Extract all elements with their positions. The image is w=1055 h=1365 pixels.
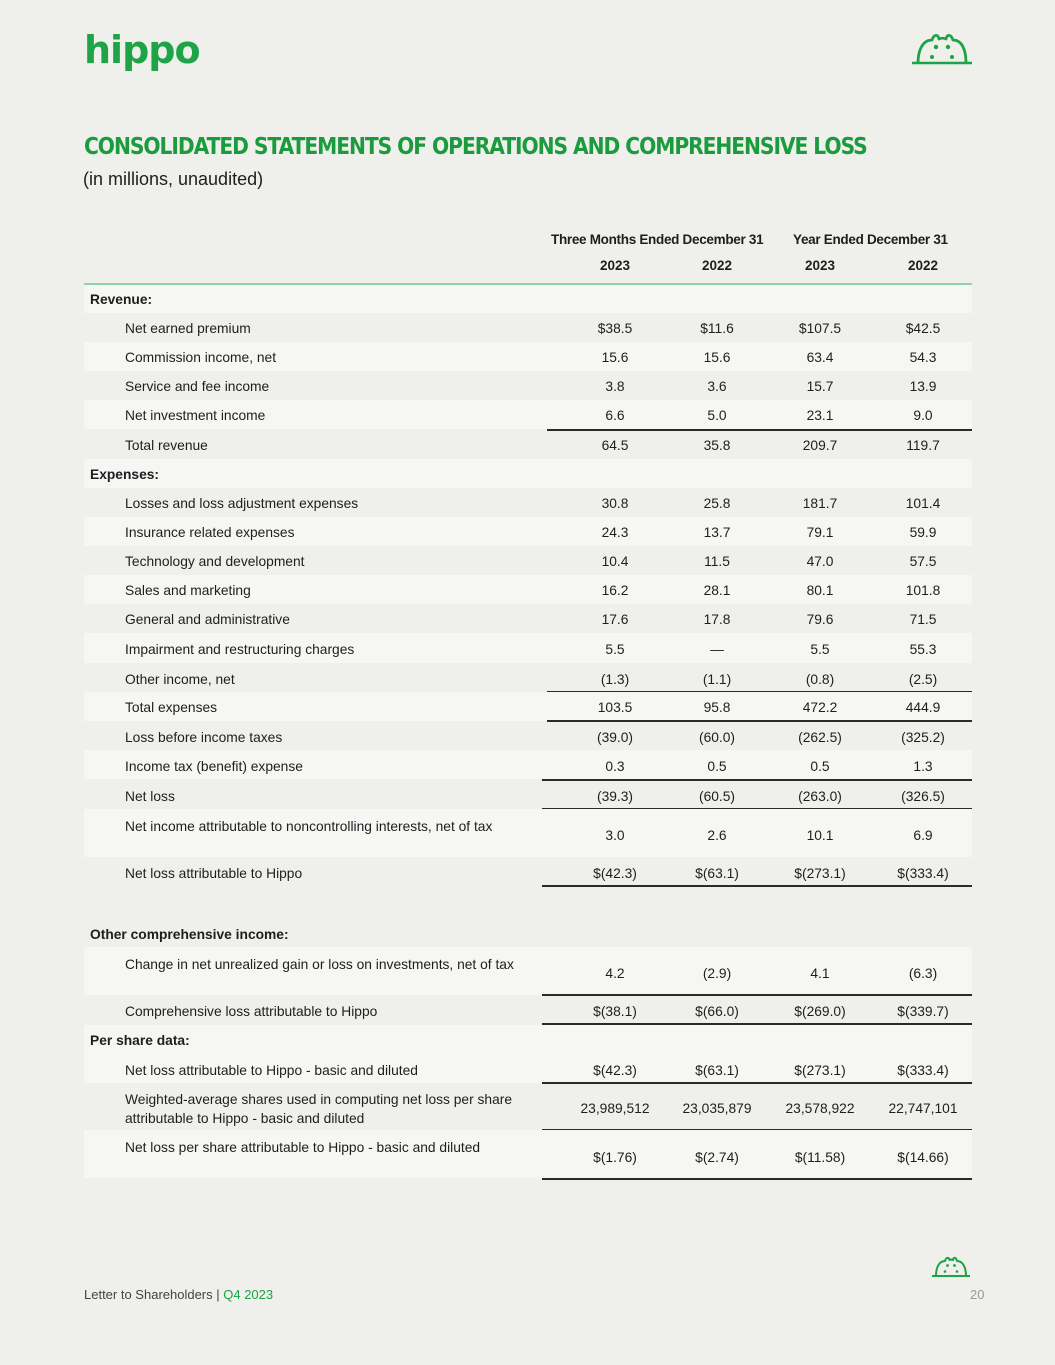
section-label: Expenses:	[90, 467, 160, 482]
cell-value: 3.6	[707, 379, 727, 394]
underline	[542, 885, 972, 887]
cell-value: $(1.76)	[593, 1150, 637, 1165]
cell-value: (60.0)	[698, 730, 736, 745]
underline	[542, 1178, 972, 1180]
table-row	[84, 750, 972, 779]
cell-value: $(333.4)	[897, 1063, 949, 1078]
cell-value: 59.9	[909, 525, 937, 540]
cell-value: 25.8	[703, 496, 731, 511]
table-row	[84, 692, 972, 721]
cell-value: 15.6	[703, 350, 731, 365]
table-row	[84, 633, 972, 663]
cell-value: (39.0)	[596, 730, 634, 745]
row-label: Total revenue	[125, 438, 208, 453]
cell-value: 2.6	[707, 828, 727, 843]
cell-value: 55.3	[909, 642, 937, 657]
cell-value: 13.9	[909, 379, 937, 394]
table-row	[84, 857, 972, 886]
row-label: Net loss attributable to Hippo	[125, 866, 303, 881]
cell-value: 0.5	[707, 759, 727, 774]
cell-value: 15.7	[806, 379, 834, 394]
row-label: Sales and marketing	[125, 583, 251, 598]
cell-value: 23,989,512	[580, 1101, 650, 1116]
cell-value: 1.3	[913, 759, 933, 774]
cell-value: 79.6	[806, 612, 834, 627]
row-label: General and administrative	[125, 612, 290, 627]
cell-value: 15.6	[601, 350, 629, 365]
row-label: Net loss per share attributable to Hippo - basic and diluted	[125, 1140, 481, 1155]
cell-value: 101.4	[905, 496, 941, 511]
table-row	[84, 371, 972, 400]
row-label: Change in net unrealized gain or loss on investments, net of tax	[125, 957, 514, 972]
cell-value: $(11.58)	[794, 1150, 846, 1165]
row-label: Commission income, net	[125, 350, 277, 365]
footer	[84, 1287, 273, 1302]
cell-value: 6.9	[913, 828, 933, 843]
cell-value: $(273.1)	[794, 866, 846, 881]
cell-value: 23.1	[806, 408, 834, 423]
header-year: 2022	[907, 258, 939, 273]
cell-value: $(66.0)	[695, 1004, 739, 1019]
cell-value: 444.9	[905, 700, 941, 715]
cell-value: 47.0	[806, 554, 834, 569]
cell-value: 64.5	[601, 438, 629, 453]
cell-value: 4.1	[810, 966, 830, 981]
table-row	[84, 1083, 972, 1130]
table-row	[84, 809, 972, 857]
section-row	[84, 285, 972, 313]
cell-value: 24.3	[601, 525, 629, 540]
row-label: Insurance related expenses	[125, 525, 295, 540]
cell-value: $11.6	[700, 321, 734, 336]
section-row	[84, 459, 972, 488]
row-label: Impairment and restructuring charges	[125, 642, 355, 657]
cell-value: (39.3)	[596, 789, 634, 804]
section-row	[84, 1025, 972, 1054]
row-label: Income tax (benefit) expense	[125, 759, 303, 774]
cell-value: (325.2)	[901, 730, 945, 745]
table-row	[84, 546, 972, 575]
table-row	[84, 400, 972, 429]
cell-value: 6.6	[605, 408, 625, 423]
cell-value: $(273.1)	[794, 1063, 846, 1078]
cell-value: 3.8	[605, 379, 625, 394]
cell-value: 79.1	[806, 525, 834, 540]
table-row	[84, 488, 972, 517]
table-row	[84, 663, 972, 692]
hippo-logo: hippo	[84, 28, 200, 72]
page-subtitle: (in millions, unaudited)	[83, 169, 264, 189]
row-label: Total expenses	[125, 700, 218, 715]
cell-value: 16.2	[601, 583, 629, 598]
cell-value: 63.4	[806, 350, 834, 365]
page-title: CONSOLIDATED STATEMENTS OF OPERATIONS AND COMPREHENSIVE LOSS	[84, 134, 867, 160]
cell-value: 119.7	[906, 438, 940, 453]
cell-value: 10.4	[601, 554, 629, 569]
cell-value: 30.8	[601, 496, 629, 511]
cell-value: $(269.0)	[794, 1004, 846, 1019]
cell-value: $38.5	[597, 321, 633, 336]
cell-value: (60.5)	[698, 789, 736, 804]
cell-value: $(42.3)	[593, 866, 637, 881]
cell-value: 5.5	[810, 642, 830, 657]
cell-value: $(63.1)	[695, 1063, 739, 1078]
table-row	[84, 342, 972, 371]
table-row	[84, 517, 972, 546]
table-row	[84, 430, 972, 459]
cell-value: $107.5	[798, 321, 842, 336]
row-label: Net investment income	[125, 408, 266, 423]
cell-value: 28.1	[703, 583, 731, 598]
footer-text: Letter to Shareholders |	[84, 1287, 220, 1302]
header-three-months: Three Months Ended December 31	[551, 232, 764, 247]
row-label: Loss before income taxes	[125, 730, 283, 745]
row-label: Service and fee income	[125, 379, 270, 394]
cell-value: 35.8	[703, 438, 731, 453]
cell-value: 101.8	[905, 583, 941, 598]
cell-value: 5.5	[605, 642, 625, 657]
table-row	[84, 1130, 972, 1178]
cell-value: (2.9)	[702, 966, 732, 981]
cell-value: 472.2	[802, 700, 838, 715]
cell-value: 5.0	[707, 408, 727, 423]
cell-value: (1.3)	[600, 672, 630, 687]
row-label: Losses and loss adjustment expenses	[125, 496, 359, 511]
cell-value: (2.5)	[908, 672, 938, 687]
cell-value: 22,747,101	[888, 1101, 958, 1116]
header-year: 2023	[599, 258, 631, 273]
header-year: 2022	[701, 258, 733, 273]
cell-value: 95.8	[703, 700, 731, 715]
cell-value: 3.0	[605, 828, 625, 843]
table-row	[84, 780, 972, 809]
cell-value: 54.3	[909, 350, 937, 365]
row-label: Comprehensive loss attributable to Hippo	[125, 1004, 378, 1019]
table-row	[84, 1054, 972, 1083]
row-label: Other income, net	[125, 672, 235, 687]
cell-value: $42.5	[905, 321, 941, 336]
hippo-mascot-icon	[908, 30, 976, 66]
cell-value: (0.8)	[805, 672, 835, 687]
cell-value: 80.1	[806, 583, 834, 598]
cell-value: 9.0	[913, 408, 933, 423]
header-year-ended: Year Ended December 31	[793, 232, 948, 247]
cell-value: $(333.4)	[897, 866, 949, 881]
section-label: Revenue:	[90, 292, 153, 307]
cell-value: 23,035,879	[682, 1101, 752, 1116]
cell-value: $(14.66)	[897, 1150, 949, 1165]
row-label: Net loss attributable to Hippo - basic and diluted	[125, 1063, 418, 1078]
cell-value: 209.7	[802, 438, 838, 453]
cell-value: 10.1	[806, 828, 834, 843]
section-row	[84, 918, 972, 947]
cell-value: $(38.1)	[593, 1004, 637, 1019]
table-row	[84, 721, 972, 750]
cell-value: 181.7	[802, 496, 838, 511]
row-label: Weighted-average shares used in computing net loss per share	[125, 1092, 513, 1107]
cell-value: 71.5	[909, 612, 937, 627]
cell-value: (326.5)	[901, 789, 945, 804]
table-row	[84, 947, 972, 995]
cell-value: 11.5	[704, 554, 730, 569]
table-row	[84, 575, 972, 604]
cell-value: $(63.1)	[695, 866, 739, 881]
row-label: attributable to Hippo - basic and diluted	[125, 1111, 365, 1126]
row-label: Technology and development	[125, 554, 305, 569]
cell-value: 57.5	[909, 554, 937, 569]
cell-value: 4.2	[605, 966, 625, 981]
footer-quarter: Q4 2023	[223, 1287, 274, 1302]
cell-value: 103.5	[597, 700, 633, 715]
row-label: Net income attributable to noncontrolling interests, net of tax	[125, 819, 493, 834]
row-label: Net earned premium	[125, 321, 251, 336]
cell-value: (1.1)	[702, 672, 732, 687]
hippo-mascot-icon	[930, 1254, 972, 1278]
table-row	[84, 604, 972, 633]
cell-value: 13.7	[703, 525, 731, 540]
cell-value: 17.8	[703, 612, 731, 627]
cell-value: (263.0)	[798, 789, 842, 804]
page-number: 20	[970, 1287, 985, 1302]
cell-value: $(2.74)	[695, 1150, 739, 1165]
cell-value: —	[710, 642, 724, 657]
cell-value: $(339.7)	[897, 1004, 949, 1019]
table-row	[84, 313, 972, 342]
cell-value: (262.5)	[798, 730, 842, 745]
cell-value: (6.3)	[908, 966, 938, 981]
header-year: 2023	[804, 258, 836, 273]
cell-value: 0.3	[605, 759, 625, 774]
cell-value: 0.5	[810, 759, 830, 774]
row-label: Net loss	[125, 789, 175, 804]
cell-value: 17.6	[601, 612, 629, 627]
table-row	[84, 995, 972, 1024]
section-label: Other comprehensive income:	[90, 927, 289, 942]
cell-value: 23,578,922	[785, 1101, 855, 1116]
cell-value: $(42.3)	[593, 1063, 637, 1078]
section-label: Per share data:	[90, 1033, 190, 1048]
